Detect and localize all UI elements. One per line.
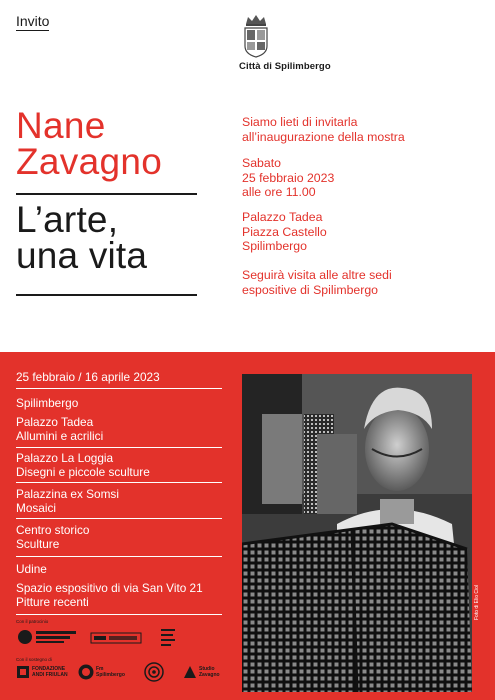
event-place-line3: Spilimbergo: [242, 239, 307, 253]
exhibition-title-line2: una vita: [16, 235, 148, 276]
venue-desc: Allumini e acrilici: [16, 428, 104, 443]
venue-name: Spazio espositivo di via San Vito 21: [16, 581, 203, 595]
venue-name: Palazzo La Loggia: [16, 451, 114, 465]
venue-name: Centro storico: [16, 523, 90, 537]
invitation-intro: [242, 115, 405, 144]
studio-line2: Zavagno: [199, 671, 220, 678]
exhibition-title-line1: L’arte,: [16, 199, 119, 240]
support-label: Con il sostegno di: [16, 657, 52, 662]
fondazione-line1: FONDAZIONE: [32, 666, 66, 672]
venue-item: [16, 416, 103, 443]
title-divider-bottom: [16, 294, 197, 296]
venue-item: [16, 452, 150, 479]
fm-logo-icon: [78, 664, 94, 680]
venue-desc: Sculture: [16, 536, 60, 551]
event-place-line2: Piazza Castello: [242, 224, 327, 239]
venue-item: [16, 488, 119, 515]
divider: [16, 556, 222, 557]
event-place-line1: Palazzo Tadea: [242, 210, 323, 224]
divider: [16, 447, 222, 448]
artist-last-name: Zavagno: [16, 141, 163, 182]
patronage-label: Con il patrocinio: [16, 619, 49, 624]
divider: [16, 388, 222, 389]
venue-name: Palazzina ex Somsi: [16, 487, 119, 501]
studio-line1: Studio: [199, 666, 215, 672]
city-name: Città di Spilimbergo: [239, 61, 331, 72]
emblem-logo-icon: [144, 662, 164, 682]
intro-line1: Siamo lieti di invitarla: [242, 115, 358, 129]
artist-photo: [242, 374, 472, 692]
venue-item: [16, 582, 203, 609]
venue-name: Palazzo Tadea: [16, 415, 94, 429]
event-day: Sabato: [242, 156, 281, 170]
invito-label: Invito: [16, 13, 50, 29]
city-udine: Udine: [16, 562, 47, 576]
invitation-note: [242, 268, 392, 297]
exhibition-dates: 25 febbraio / 16 aprile 2023: [16, 370, 160, 384]
note-line2: espositive di Spilimbergo: [242, 282, 379, 297]
patron-logos-icon: [16, 627, 206, 649]
event-date: 25 febbraio 2023: [242, 170, 335, 185]
photo-credit: Foto di Elio Ciol: [474, 584, 480, 620]
artist-first-name: Nane: [16, 105, 106, 146]
venue-desc: Mosaici: [16, 500, 56, 515]
event-time: alle ore 11.00: [242, 185, 316, 199]
title-divider-top: [16, 193, 197, 195]
venue-item: [16, 524, 89, 551]
artist-name: [16, 105, 163, 182]
studio-logo-icon: [183, 665, 197, 679]
divider: [16, 614, 222, 615]
exhibition-title: [16, 199, 148, 276]
fondazione-line2: ANDI FRIULAN: [32, 671, 68, 678]
venue-desc: Disegni e piccole sculture: [16, 464, 150, 479]
fondazione-logo-icon: [16, 665, 30, 679]
invitation-when: [242, 156, 334, 200]
city-crest-icon: [242, 14, 270, 58]
divider: [16, 482, 222, 483]
divider: [16, 518, 222, 519]
fm-line2: Spilimbergo: [96, 671, 125, 678]
city-spilimbergo: Spilimbergo: [16, 396, 79, 410]
intro-line2: all’inaugurazione della mostra: [242, 129, 405, 144]
studio-zavagno-logo: [199, 667, 220, 678]
venue-desc: Pitture recenti: [16, 594, 89, 609]
note-line1: Seguirà visita alle altre sedi: [242, 268, 392, 282]
fm-line1: Fm: [96, 666, 104, 672]
fm-logo: [96, 667, 125, 678]
invitation-where: [242, 210, 327, 254]
fondazione-logo: [32, 667, 68, 678]
